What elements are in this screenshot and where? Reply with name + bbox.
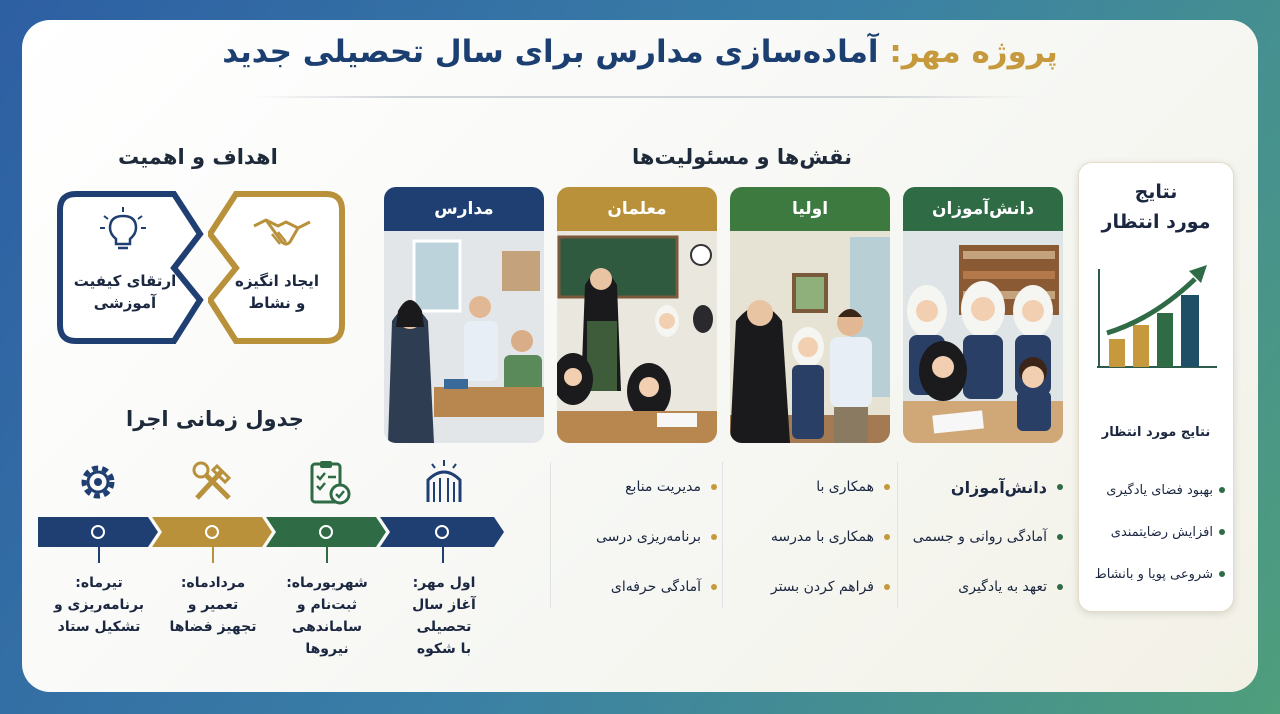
role-card-students — [903, 187, 1063, 443]
results-panel — [1078, 162, 1234, 612]
column-divider — [722, 462, 723, 608]
list-item: تعهد به یادگیری — [903, 562, 1063, 612]
results-title-line1: نتایج — [1134, 181, 1178, 203]
list-item: برنامه‌ریزی درسی — [557, 512, 717, 562]
list-item: مدیریت منابع — [557, 462, 717, 512]
bullet-icon — [884, 584, 890, 590]
timeline-step: مردادماه: تعمیر و تجهیز فضاها — [169, 575, 257, 635]
results-title — [1079, 177, 1233, 237]
role-title-parents: اولیا — [730, 187, 890, 231]
results-item: افزایش رضایتمندی — [1085, 511, 1225, 553]
goal-quality — [56, 190, 194, 345]
results-list — [1085, 469, 1225, 595]
timeline-pointer — [326, 545, 328, 563]
goals-heading: اهداف و اهمیت — [118, 145, 278, 169]
role-card-schools — [384, 187, 544, 443]
list-item: آمادگی روانی و جسمی — [903, 512, 1063, 562]
goal-text: ایجاد انگیزه و نشاط — [235, 272, 319, 312]
page-title — [0, 34, 1280, 70]
timeline-step: اول مهر: آغاز سال تحصیلی با شکوه — [412, 575, 476, 657]
timeline-pointer — [98, 545, 100, 563]
gate-icon — [420, 458, 468, 506]
parents-list — [730, 462, 890, 612]
list-item: آمادگی حرفه‌ای — [557, 562, 717, 612]
bullet-icon — [1219, 529, 1225, 535]
bullet-icon — [1057, 484, 1063, 490]
results-subtitle: نتایج مورد انتظار — [1101, 425, 1211, 440]
bullet-icon — [884, 534, 890, 540]
list-item: دانش‌آموزان — [903, 462, 1063, 512]
parents-illustration — [730, 231, 890, 443]
clipboard-icon — [304, 458, 352, 506]
bullet-icon — [1219, 487, 1225, 493]
students-illustration — [903, 231, 1063, 443]
role-title-teachers: معلمان — [557, 187, 717, 231]
timeline-pointer — [212, 545, 214, 563]
students-list — [903, 462, 1063, 612]
goal-text: ارتقای کیفیت آموزشی — [73, 272, 177, 312]
lightbulb-icon — [98, 206, 148, 252]
bullet-icon — [1057, 534, 1063, 540]
bullet-icon — [1219, 571, 1225, 577]
timeline-step: شهریورماه: ثبت‌نام و ساماندهی نیروها — [286, 575, 368, 657]
title-main: آماده‌سازی مدارس برای سال تحصیلی جدید — [222, 34, 879, 70]
bullet-icon — [1057, 584, 1063, 590]
column-divider — [897, 462, 898, 608]
results-title-line2: مورد انتظار — [1101, 211, 1211, 233]
bullet-icon — [884, 484, 890, 490]
timeline-step: تیرماه: برنامه‌ریزی و تشکیل ستاد — [53, 575, 145, 635]
timeline-bar — [38, 517, 506, 547]
results-item: شروعی پویا و بانشاط — [1085, 553, 1225, 595]
role-card-parents — [730, 187, 890, 443]
title-divider — [250, 96, 1030, 98]
teachers-list — [557, 462, 717, 612]
role-title-schools: مدارس — [384, 187, 544, 231]
bullet-icon — [711, 584, 717, 590]
teachers-illustration — [557, 231, 717, 443]
bullet-icon — [711, 534, 717, 540]
roles-heading: نقش‌ها و مسئولیت‌ها — [632, 145, 853, 169]
bullet-icon — [711, 484, 717, 490]
tools-icon — [189, 458, 237, 506]
role-title-students: دانش‌آموزان — [903, 187, 1063, 231]
title-accent: پروژه مهر: — [889, 34, 1058, 70]
list-item: همکاری با — [730, 462, 890, 512]
list-item: فراهم کردن بستر — [730, 562, 890, 612]
results-item: بهبود فضای یادگیری — [1085, 469, 1225, 511]
schools-illustration — [384, 231, 544, 443]
role-card-teachers — [557, 187, 717, 443]
timeline-pointer — [442, 545, 444, 563]
column-divider — [550, 462, 551, 608]
list-item: همکاری با مدرسه — [730, 512, 890, 562]
goal-motivation — [208, 190, 346, 345]
timeline-heading: جدول زمانی اجرا — [126, 407, 304, 431]
handshake-icon — [252, 212, 312, 252]
growth-chart-icon — [1093, 259, 1221, 371]
gear-icon — [74, 458, 122, 506]
